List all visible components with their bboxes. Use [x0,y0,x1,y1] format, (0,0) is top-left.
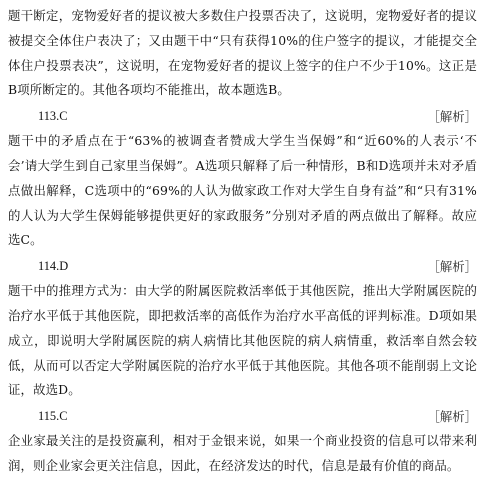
analysis-tag[interactable]: ［解析］ [427,409,477,425]
answer-number: 114.D [38,258,69,273]
analysis-tag[interactable]: ［解析］ [427,109,477,125]
answer-number: 113.C [38,108,68,123]
answer-number: 115.C [38,408,68,423]
analysis-tag[interactable]: ［解析］ [427,259,477,275]
explanation-114: 题干中的推理方式为：由大学的附属医院救活率低于其他医院，推出大学附属医院的治疗水平低于其他医院，即把救活率的高低作为治疗水平高低的评判标准。D项如果成立，即说明大学附属医院的病人病情比其他医院的病人病情重，救活率自然会较低，从而可以否定大学附属医院的治疗水平低于其他医院。其他各项不能削弱上文论证，故选D。 [8,283,477,398]
question-header-113 [8,103,477,129]
explanation-115: 企业家最关注的是投资赢利，相对于金银来说，如果一个商业投资的信息可以带来利润，则企业家会更关注信息，因此，在经济发达的时代，信息是最有价值的商品。 [8,433,477,473]
question-header-115 [8,403,477,429]
explanation-112-continued: 题干断定，宠物爱好者的提议被大多数住户投票否决了，这说明，宠物爱好者的提议被提交全体住户表决了；又由题干中“只有获得10%的住户签字的提议，才能提交全体住户投票表决”，这说明，在宠物爱好者的提议上签字的住户不少于10%。这正是B项所断定的。其他各项均不能推出，故本题选B。 [8,8,477,98]
explanation-113: 题干中的矛盾点在于“63%的被调查者赞成大学生当保姆”和“近60%的人表示‘不会’请大学生到自己家里当保姆”。A选项只解释了后一种情形，B和D选项并未对矛盾点做出解释，C选项中的“69%的人认为做家政工作对大学生自身有益”和“只有31%的人认为大学生保姆能够提供更好的家政服务”分别对矛盾的两点做出了解释。故应选C。 [8,133,477,248]
question-header-114 [8,253,477,279]
